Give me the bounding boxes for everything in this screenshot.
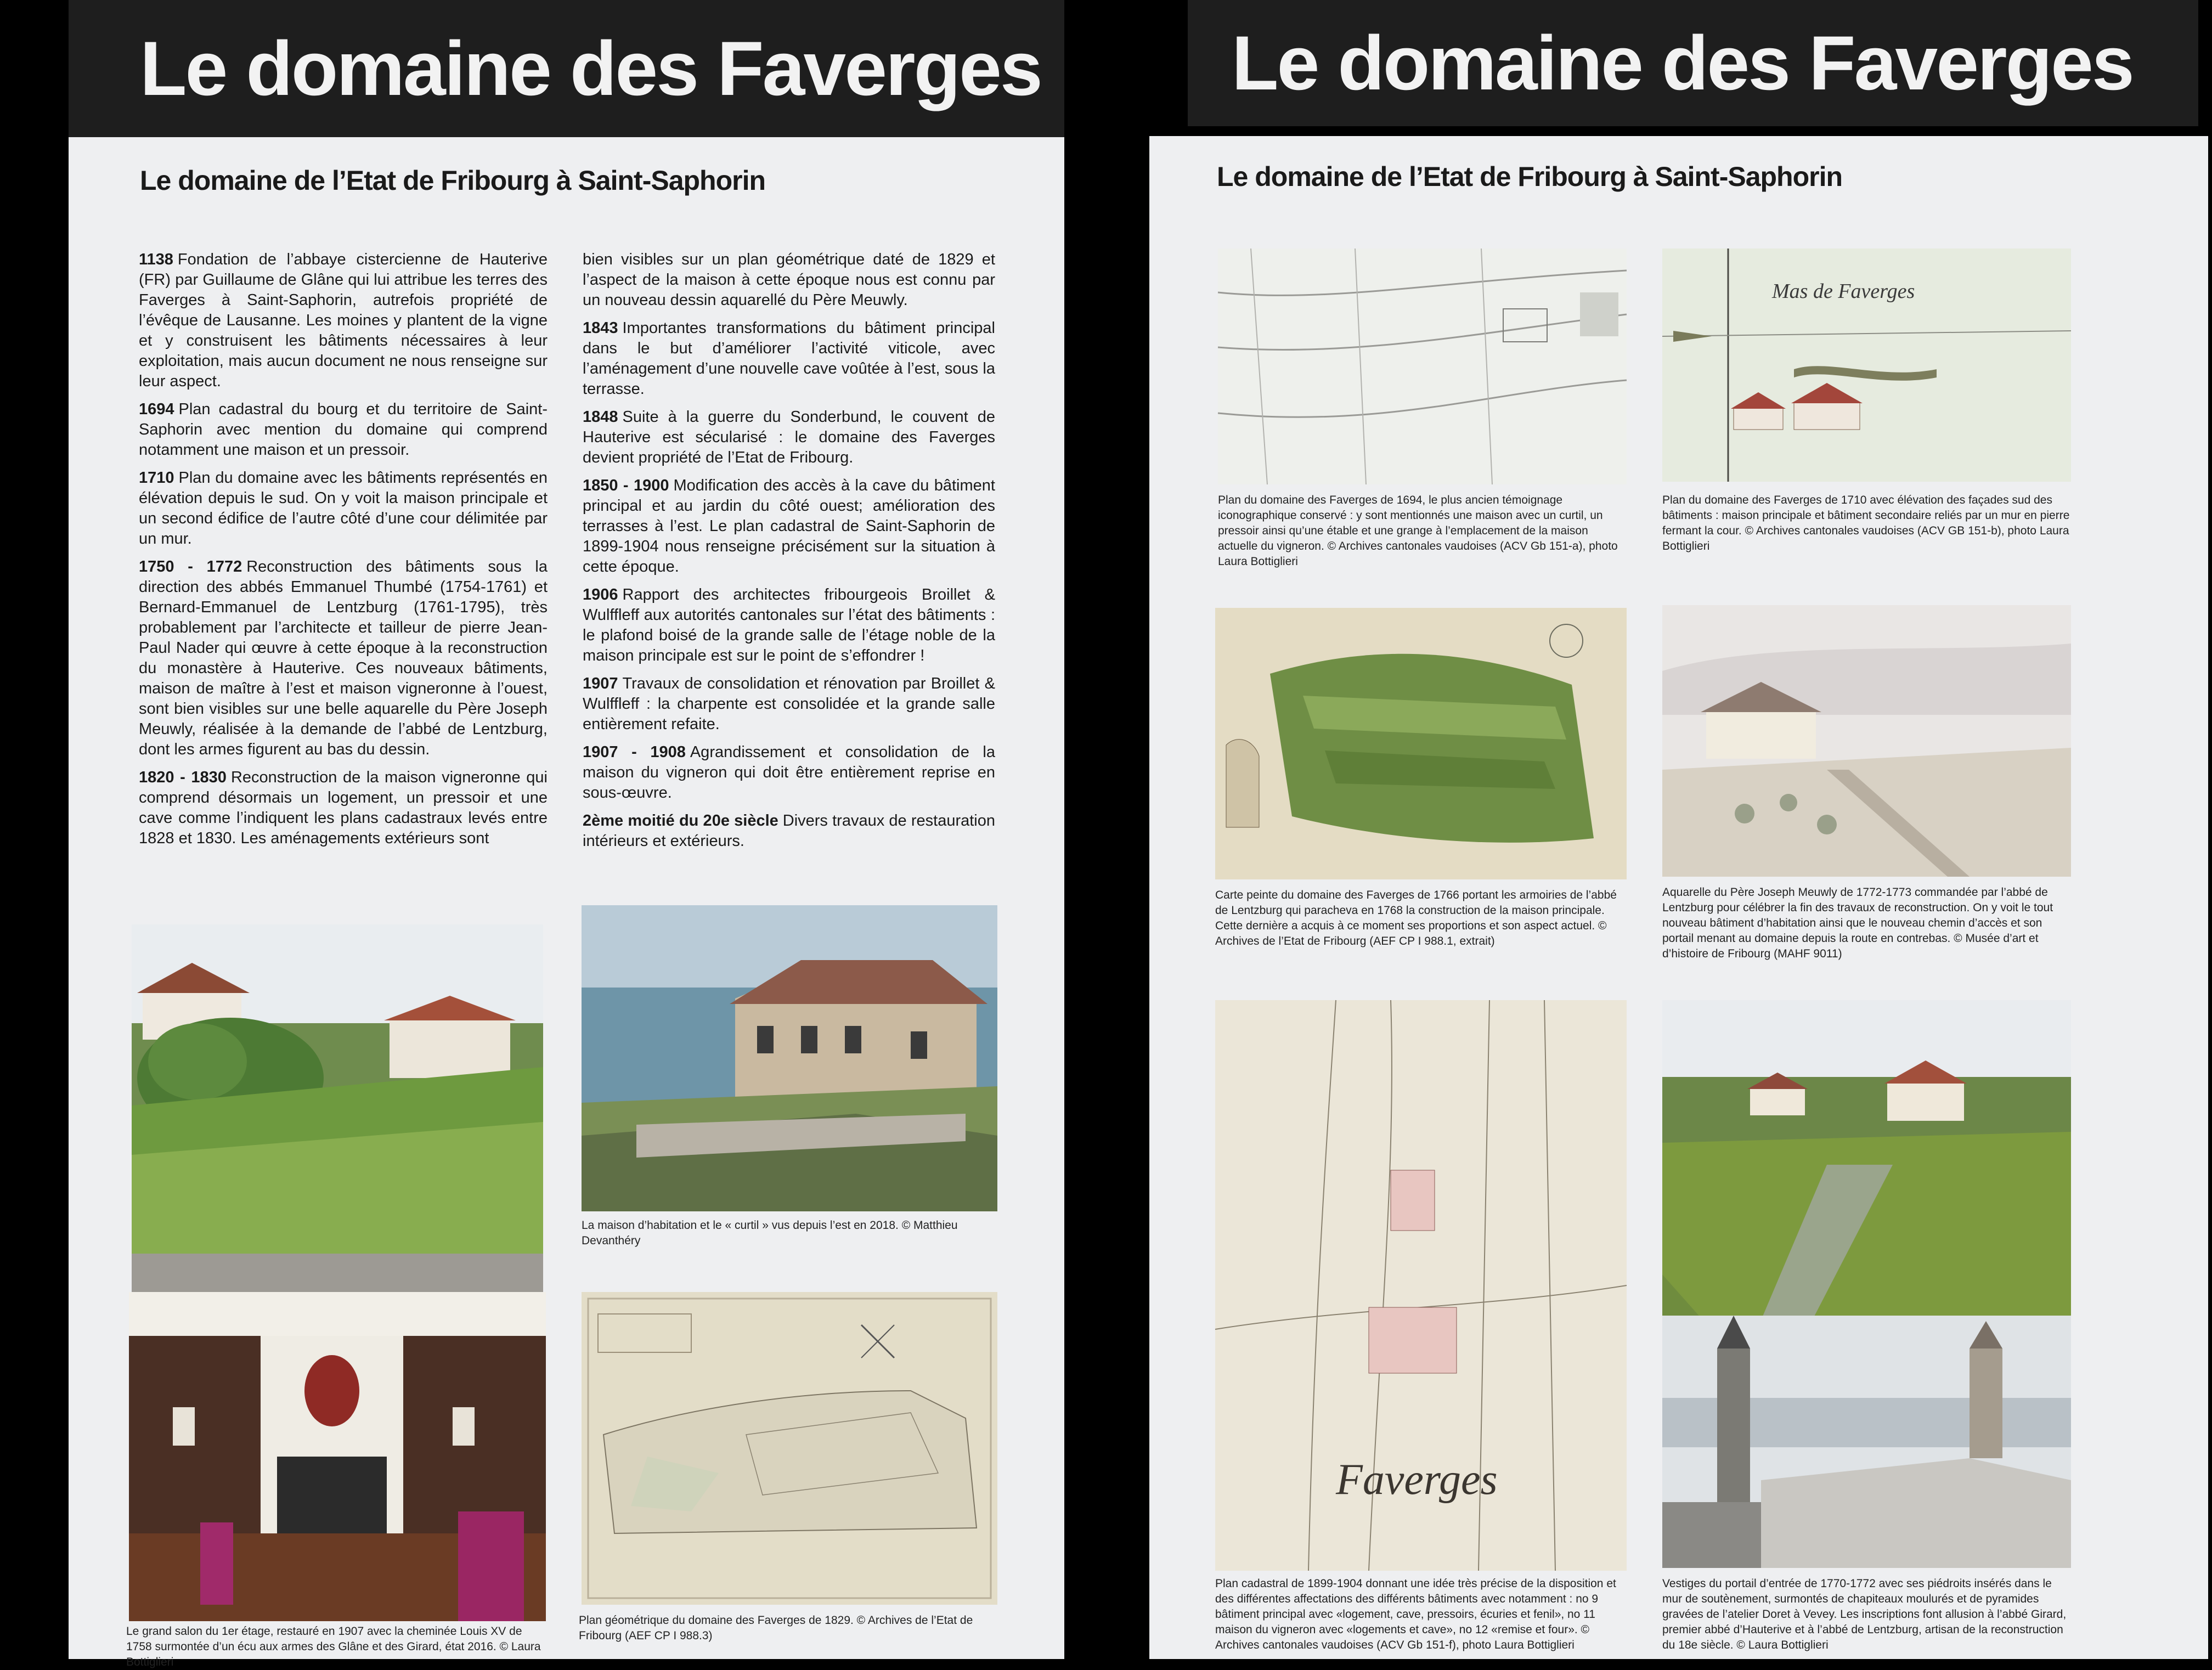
timeline-entry: 1710 Plan du domaine avec les bâtiments représentés en élévation depuis le sud. On y voit la maison principale et un second édifice de l’autre côté d’une cour délimitée par un mur.	[139, 469, 548, 548]
photo-house-east-graphic	[582, 905, 997, 1211]
left-banner	[69, 0, 1064, 137]
map-cadastral-1899-graphic	[1215, 1000, 1627, 1571]
photo-house-east-2018	[582, 905, 997, 1211]
left-timeline-col1	[139, 250, 548, 856]
map-plan-1694-graphic	[1218, 249, 1627, 484]
watercolour-meuwly-1772	[1662, 605, 2071, 877]
caption-cadastral-1899: Plan cadastral de 1899-1904 donnant une idée très précise de la disposition et des différentes affectations des différents bâtiments avec notamment : no 9 bâtiment principal avec «logement, cave, pressoirs, écuries et fenil», no 11 maison du vigneron avec «logements et cave», no 12 «remise et four». © Archives cantonales vaudoises (ACV Gb 151-f), photo Laura Bottiglieri	[1215, 1577, 1616, 1651]
timeline-entry: 1907 Travaux de consolidation et rénovation par Broillet & Wulffleff : la charpente est consolidée et la grande salle entièrement refaite.	[583, 675, 995, 733]
left-sheet	[69, 137, 1064, 1668]
timeline-entry: 1694 Plan cadastral du bourg et du territoire de Saint-Saphorin avec mention du domaine qui comprend notamment une maison et un pressoir.	[139, 400, 548, 459]
caption-meuwly-1772: Aquarelle du Père Joseph Meuwly de 1772-1773 commandée par l’abbé de Lentzburg pour célébrer la fin des travaux de reconstruction. On y voit le tout nouveau bâtiment d’habitation ainsi que le nouveau chemin d’accès et son portail menant au domaine depuis la route en contrebas. © Musée d’art et d’histoire de Fribourg (MAHF 9011)	[1662, 886, 2053, 960]
timeline-entry: bien visibles sur un plan géométrique daté de 1829 et l’aspect de la maison à cette époque nous est connu par un nouveau dessin aquarellé du Père Meuwly.	[583, 251, 995, 309]
timeline-entry: 1138 Fondation de l’abbaye cistercienne de Hauterive (FR) par Guillaume de Glâne qui lui attribue les terres des Faverges à Saint-Saphorin, autrefois propriété de l’évêque de Lausanne. Les moines y plantent de la vigne et y construisent les bâtiments nécessaires à leur exploitation, mais aucun document ne nous renseigne sur leur aspect.	[139, 251, 548, 390]
map-cadastral-1899	[1215, 1000, 1627, 1571]
photo-grand-salon-graphic	[129, 1292, 546, 1621]
left-timeline-col2	[583, 250, 995, 859]
map-plan-1829	[582, 1292, 997, 1605]
map-plan-1694	[1218, 249, 1627, 484]
timeline-entry: 1907 - 1908 Agrandissement et consolidation de la maison du vigneron qui doit être entièrement reprise en sous-œuvre.	[583, 743, 995, 802]
right-sheet	[1149, 136, 2208, 1659]
timeline-entry: 1848 Suite à la guerre du Sonderbund, le couvent de Hauterive est sécularisé : le domaine des Faverges devient propriété de l’Etat de Fribourg.	[583, 408, 995, 466]
timeline-entry: 1820 - 1830 Reconstruction de la maison vigneronne qui comprend désormais un logement, un pressoir et une cave comme l’indiquent les plans cadastraux levés entre 1828 et 1830. Les aménagements extérieurs sont	[139, 769, 548, 847]
left-poster	[0, 0, 1097, 1668]
right-subtitle: Le domaine de l’Etat de Fribourg à Saint-Saphorin	[1217, 161, 1843, 192]
map-painted-1766	[1215, 608, 1627, 879]
right-banner-title: Le domaine des Faverges	[1232, 20, 2133, 106]
right-poster	[1141, 0, 2212, 1659]
timeline-entry: 2ème moitié du 20e siècle Divers travaux de restauration intérieurs et extérieurs.	[583, 812, 995, 850]
timeline-entry: 1850 - 1900 Modification des accès à la cave du bâtiment principal et au jardin du côté ouest; amélioration des terrasses à l’est. Le plan cadastral de Saint-Saphorin de 1899-1904 nous renseigne précisément sur la situation à cette époque.	[583, 477, 995, 576]
map-plan-1710	[1662, 249, 2071, 482]
map-plan-1710-graphic	[1662, 249, 2071, 482]
timeline-entry: 1750 - 1772 Reconstruction des bâtiments sous la direction des abbés Emmanuel Thumbé (1754-1761) et Bernard-Emmanuel de Lentzburg (1761-1795), très probablement par l’architecte et tailleur de pierre Jean-Paul Nader qui œuvre à cette époque à la reconstruction du monastère à Hauterive. Ces nouveaux bâtiments, maison de maître à l’est et maison vigneronne à l’ouest, sont bien visibles sur une belle aquarelle du Père Joseph Meuwly, réalisée à la demande de l’abbé de Lentzburg, dont les armes figurent au bas du dessin.	[139, 558, 548, 758]
caption-house-east-2018: La maison d’habitation et le « curtil » vus depuis l’est en 2018. © Matthieu Devanthéry	[582, 1219, 958, 1247]
map-1710-title: Mas de Faverges	[1772, 280, 1915, 303]
caption-portal-remains: Vestiges du portail d’entrée de 1770-1772 avec ses piédroits insérés dans le mur de soutènement, surmontés de chapiteaux moulurés et de pyramides gravées de l’atelier Doret à Vevey. Les inscriptions font allusion à l’abbé Girard, premier abbé d’Hauterive et à l’abbé de Lentzburg, artisan de la reconstruction du 18e siècle. © Laura Bottiglieri	[1662, 1577, 2067, 1651]
caption-grand-salon: Le grand salon du 1er étage, restauré en 1907 avec la cheminée Louis XV de 1758 surmontée d’un écu aux armes des Glâne et des Girard, état 2016. © Laura Bottiglieri	[126, 1625, 541, 1668]
photo-portal-remains	[1662, 1316, 2071, 1568]
right-banner	[1188, 0, 2198, 126]
photo-domain-south-2016	[132, 924, 543, 1319]
timeline-entry: 1843 Importantes transformations du bâtiment principal dans le but d’améliorer l’activité viticole, avec l’aménagement d’une nouvelle cave voûtée à l’est, sous la terrasse.	[583, 319, 995, 398]
left-subtitle: Le domaine de l’Etat de Fribourg à Saint-Saphorin	[140, 165, 766, 196]
map-plan-1829-graphic	[582, 1292, 997, 1605]
timeline-entry: 1906 Rapport des architectes fribourgeois Broillet & Wulffleff aux autorités cantonales sur l’état des bâtiments : le plafond boisé de la grande salle de l’étage noble de la maison principale est sur le point de s’effondrer !	[583, 586, 995, 664]
photo-grand-salon	[129, 1292, 546, 1621]
map-1899-word: Faverges	[1336, 1455, 1498, 1504]
photo-portal-remains-graphic	[1662, 1316, 2071, 1568]
left-banner-title: Le domaine des Faverges	[140, 25, 1041, 111]
watercolour-meuwly-graphic	[1662, 605, 2071, 877]
caption-plan-1829: Plan géométrique du domaine des Faverges de 1829. © Archives de l’Etat de Fribourg (AEF CP I 988.3)	[579, 1614, 973, 1642]
caption-painted-1766: Carte peinte du domaine des Faverges de 1766 portant les armoiries de l’abbé de Lentzburg qui paracheva en 1768 la construction de la maison principale. Cette dernière a acquis à ce moment ses proportions et son aspect actuel. © Archives de l’Etat de Fribourg (AEF CP I 988.1, extrait)	[1215, 889, 1617, 947]
map-painted-1766-graphic	[1215, 608, 1627, 879]
caption-plan-1710: Plan du domaine des Faverges de 1710 avec élévation des façades sud des bâtiments : maison principale et bâtiment secondaire reliés par un mur en pierre fermant la cour. © Archives cantonales vaudoises (ACV GB 151-b), photo Laura Bottiglieri	[1662, 494, 2070, 552]
caption-plan-1694: Plan du domaine des Faverges de 1694, le plus ancien témoignage iconographique conservé : y sont mentionnés une maison avec un curtil, un pressoir ainsi qu’une étable et une grange à l’emplacement de la maison actuelle du vigneron. © Archives cantonales vaudoises (ACV Gb 151-a), photo Laura Bottiglieri	[1218, 494, 1618, 568]
photo-domain-south-graphic	[132, 924, 543, 1319]
